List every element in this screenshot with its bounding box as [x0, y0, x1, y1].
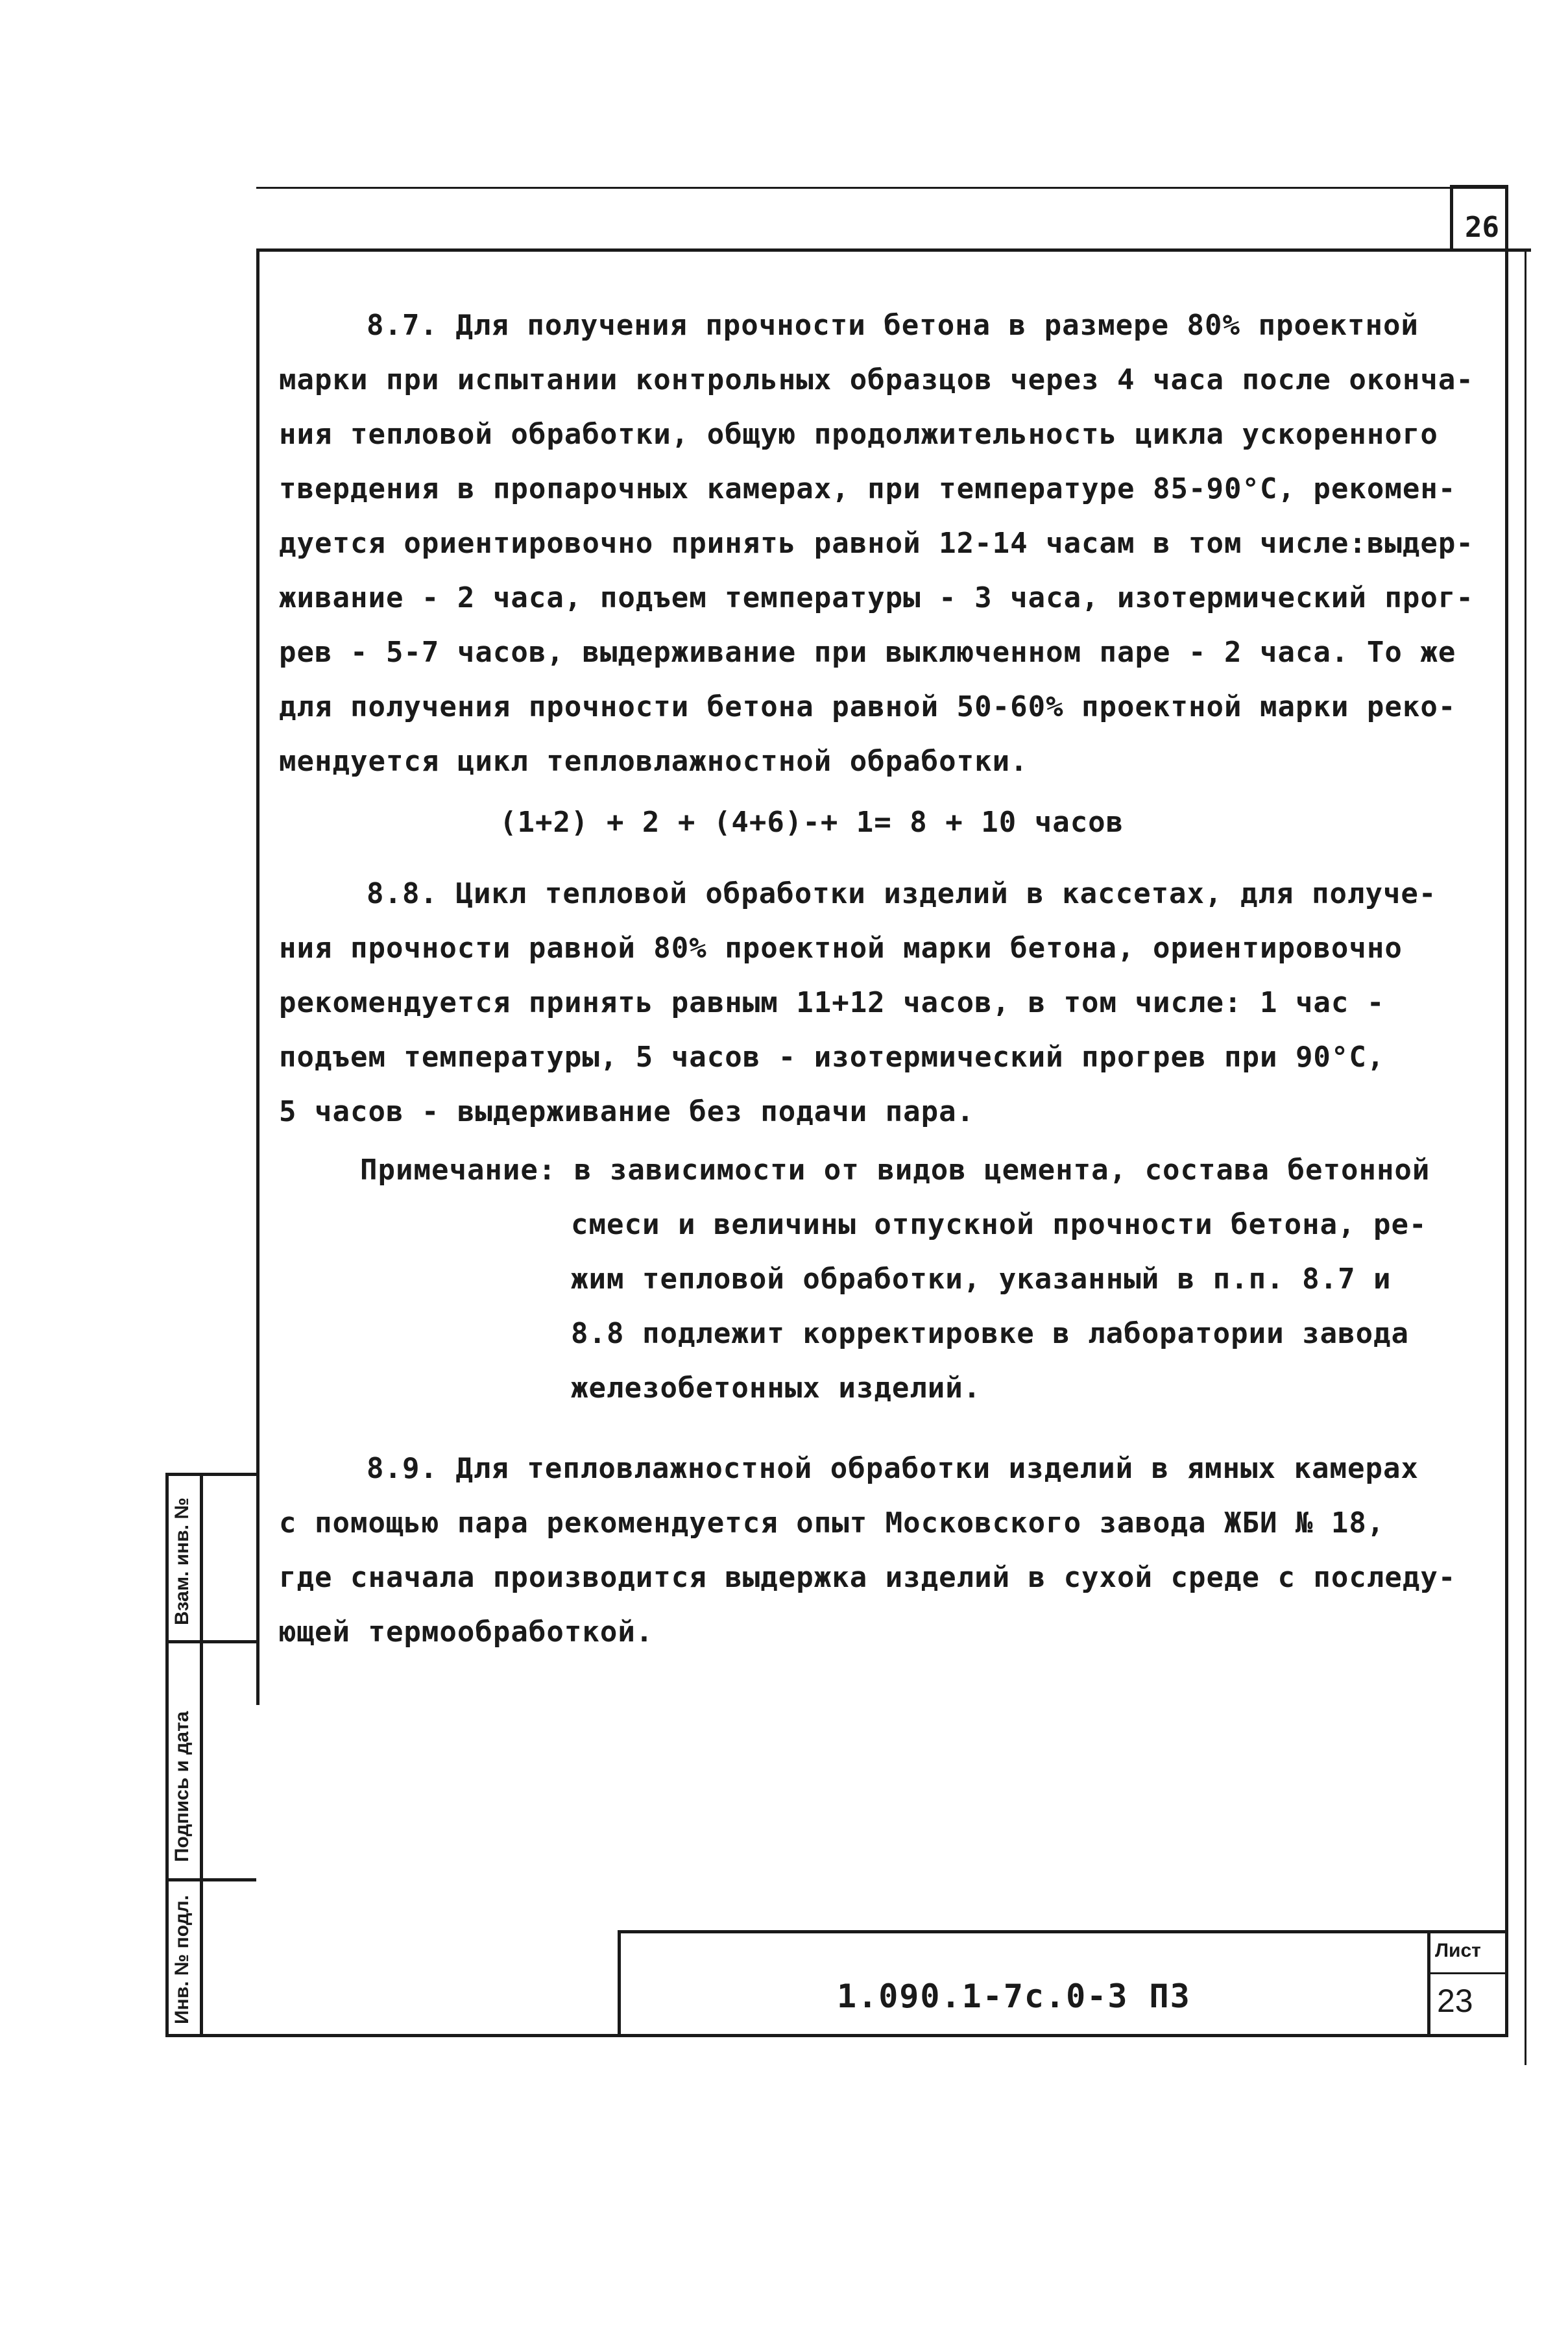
stamp-label-replacement-inv: Взам. инв. №	[171, 1497, 193, 1625]
paragraph-8-7-line-6: живание - 2 часа, подъем температуры - 3 часа, изотермический прог-	[279, 581, 1474, 614]
paragraph-8-7-line-1: 8.7. Для получения прочности бетона в размере 80% проектной	[367, 309, 1419, 342]
paragraph-8-7-line-5: дуется ориентировочно принять равной 12-14 часам в том числе:выдер-	[279, 527, 1474, 560]
stamp-outer-left	[165, 1473, 169, 2037]
stamp-label-original-inv: Инв. № подл.	[171, 1894, 193, 2024]
titleblock-top	[620, 1930, 1508, 1933]
paragraph-8-8-line-1: 8.8. Цикл тепловой обработки изделий в кассетах, для получе-	[367, 877, 1437, 910]
paragraph-8-7-line-9: мендуется цикл тепловлажностной обработки.	[279, 745, 1028, 778]
frame-bottom	[165, 2034, 1508, 2037]
paragraph-8-7-line-8: для получения прочности бетона равной 50-60% проектной марки реко-	[279, 690, 1456, 723]
paragraph-8-9-line-2: с помощью пара рекомендуется опыт Московского завода ЖБИ № 18,	[279, 1506, 1385, 1540]
frame-top	[259, 248, 1531, 252]
sheet-number: 23	[1437, 1983, 1473, 2019]
paragraph-8-8-line-4: подъем температуры, 5 часов - изотермический прогрев при 90°С,	[279, 1041, 1385, 1074]
paragraph-8-9-line-3: где сначала производится выдержка изделий в сухой среде с последу-	[279, 1561, 1456, 1594]
note-line-3: жим тепловой обработки, указанный в п.п. 8.7 и	[571, 1263, 1392, 1296]
paragraph-8-9-line-4: ющей термообработкой.	[279, 1615, 654, 1649]
paragraph-8-9-line-1: 8.9. Для тепловлажностной обработки изделий в ямных камерах	[367, 1452, 1419, 1485]
note-line-4: 8.8 подлежит корректировке в лаборатории завода	[571, 1317, 1410, 1350]
paragraph-8-8-line-3: рекомендуется принять равным 11+12 часов, в том числе: 1 час -	[279, 986, 1385, 1019]
paragraph-8-8-line-2: ния прочности равной 80% проектной марки бетона, ориентировочно	[279, 932, 1403, 965]
note-line-1: Примечание: в зависимости от видов цемента, состава бетонной	[360, 1154, 1430, 1187]
note-line-2: смеси и величины отпускной прочности бетона, ре-	[571, 1208, 1427, 1241]
frame-right	[1505, 185, 1508, 2034]
paragraph-8-7-line-7: рев - 5-7 часов, выдерживание при выключенном паре - 2 часа. То же	[279, 636, 1456, 669]
frame-right-outer	[1525, 248, 1526, 2065]
frame-left	[256, 248, 259, 1705]
stamp-top	[165, 1473, 256, 1476]
formula-line: (1+2) + 2 + (4+6)-+ 1= 8 + 10 часов	[500, 806, 1124, 839]
stamp-divider	[200, 1473, 203, 2037]
document-code: 1.090.1-7с.0-3 ПЗ	[837, 1977, 1191, 2015]
titleblock-sheet-sep	[1427, 1972, 1508, 1974]
titleblock-left	[618, 1930, 621, 2037]
page-number-box-left	[1450, 185, 1453, 248]
note-line-5: железобетонных изделий.	[571, 1372, 982, 1405]
paragraph-8-7-line-4: твердения в пропарочных камерах, при температуре 85-90°С, рекомен-	[279, 472, 1456, 505]
stamp-sep-1	[165, 1640, 256, 1643]
stamp-label-signature-date: Подпись и дата	[171, 1711, 193, 1862]
paragraph-8-7-line-2: марки при испытании контрольных образцов через 4 часа после оконча-	[279, 363, 1474, 396]
top-rule	[256, 187, 1508, 189]
paragraph-8-7-line-3: ния тепловой обработки, общую продолжительность цикла ускоренного	[279, 418, 1438, 451]
titleblock-sheet-divider	[1427, 1930, 1430, 2037]
page-number-box-top	[1450, 185, 1508, 187]
page-number: 26	[1465, 211, 1499, 244]
sheet-label: Лист	[1435, 1940, 1481, 1961]
stamp-sep-2	[165, 1878, 256, 1881]
paragraph-8-8-line-5: 5 часов - выдерживание без подачи пара.	[279, 1095, 975, 1128]
